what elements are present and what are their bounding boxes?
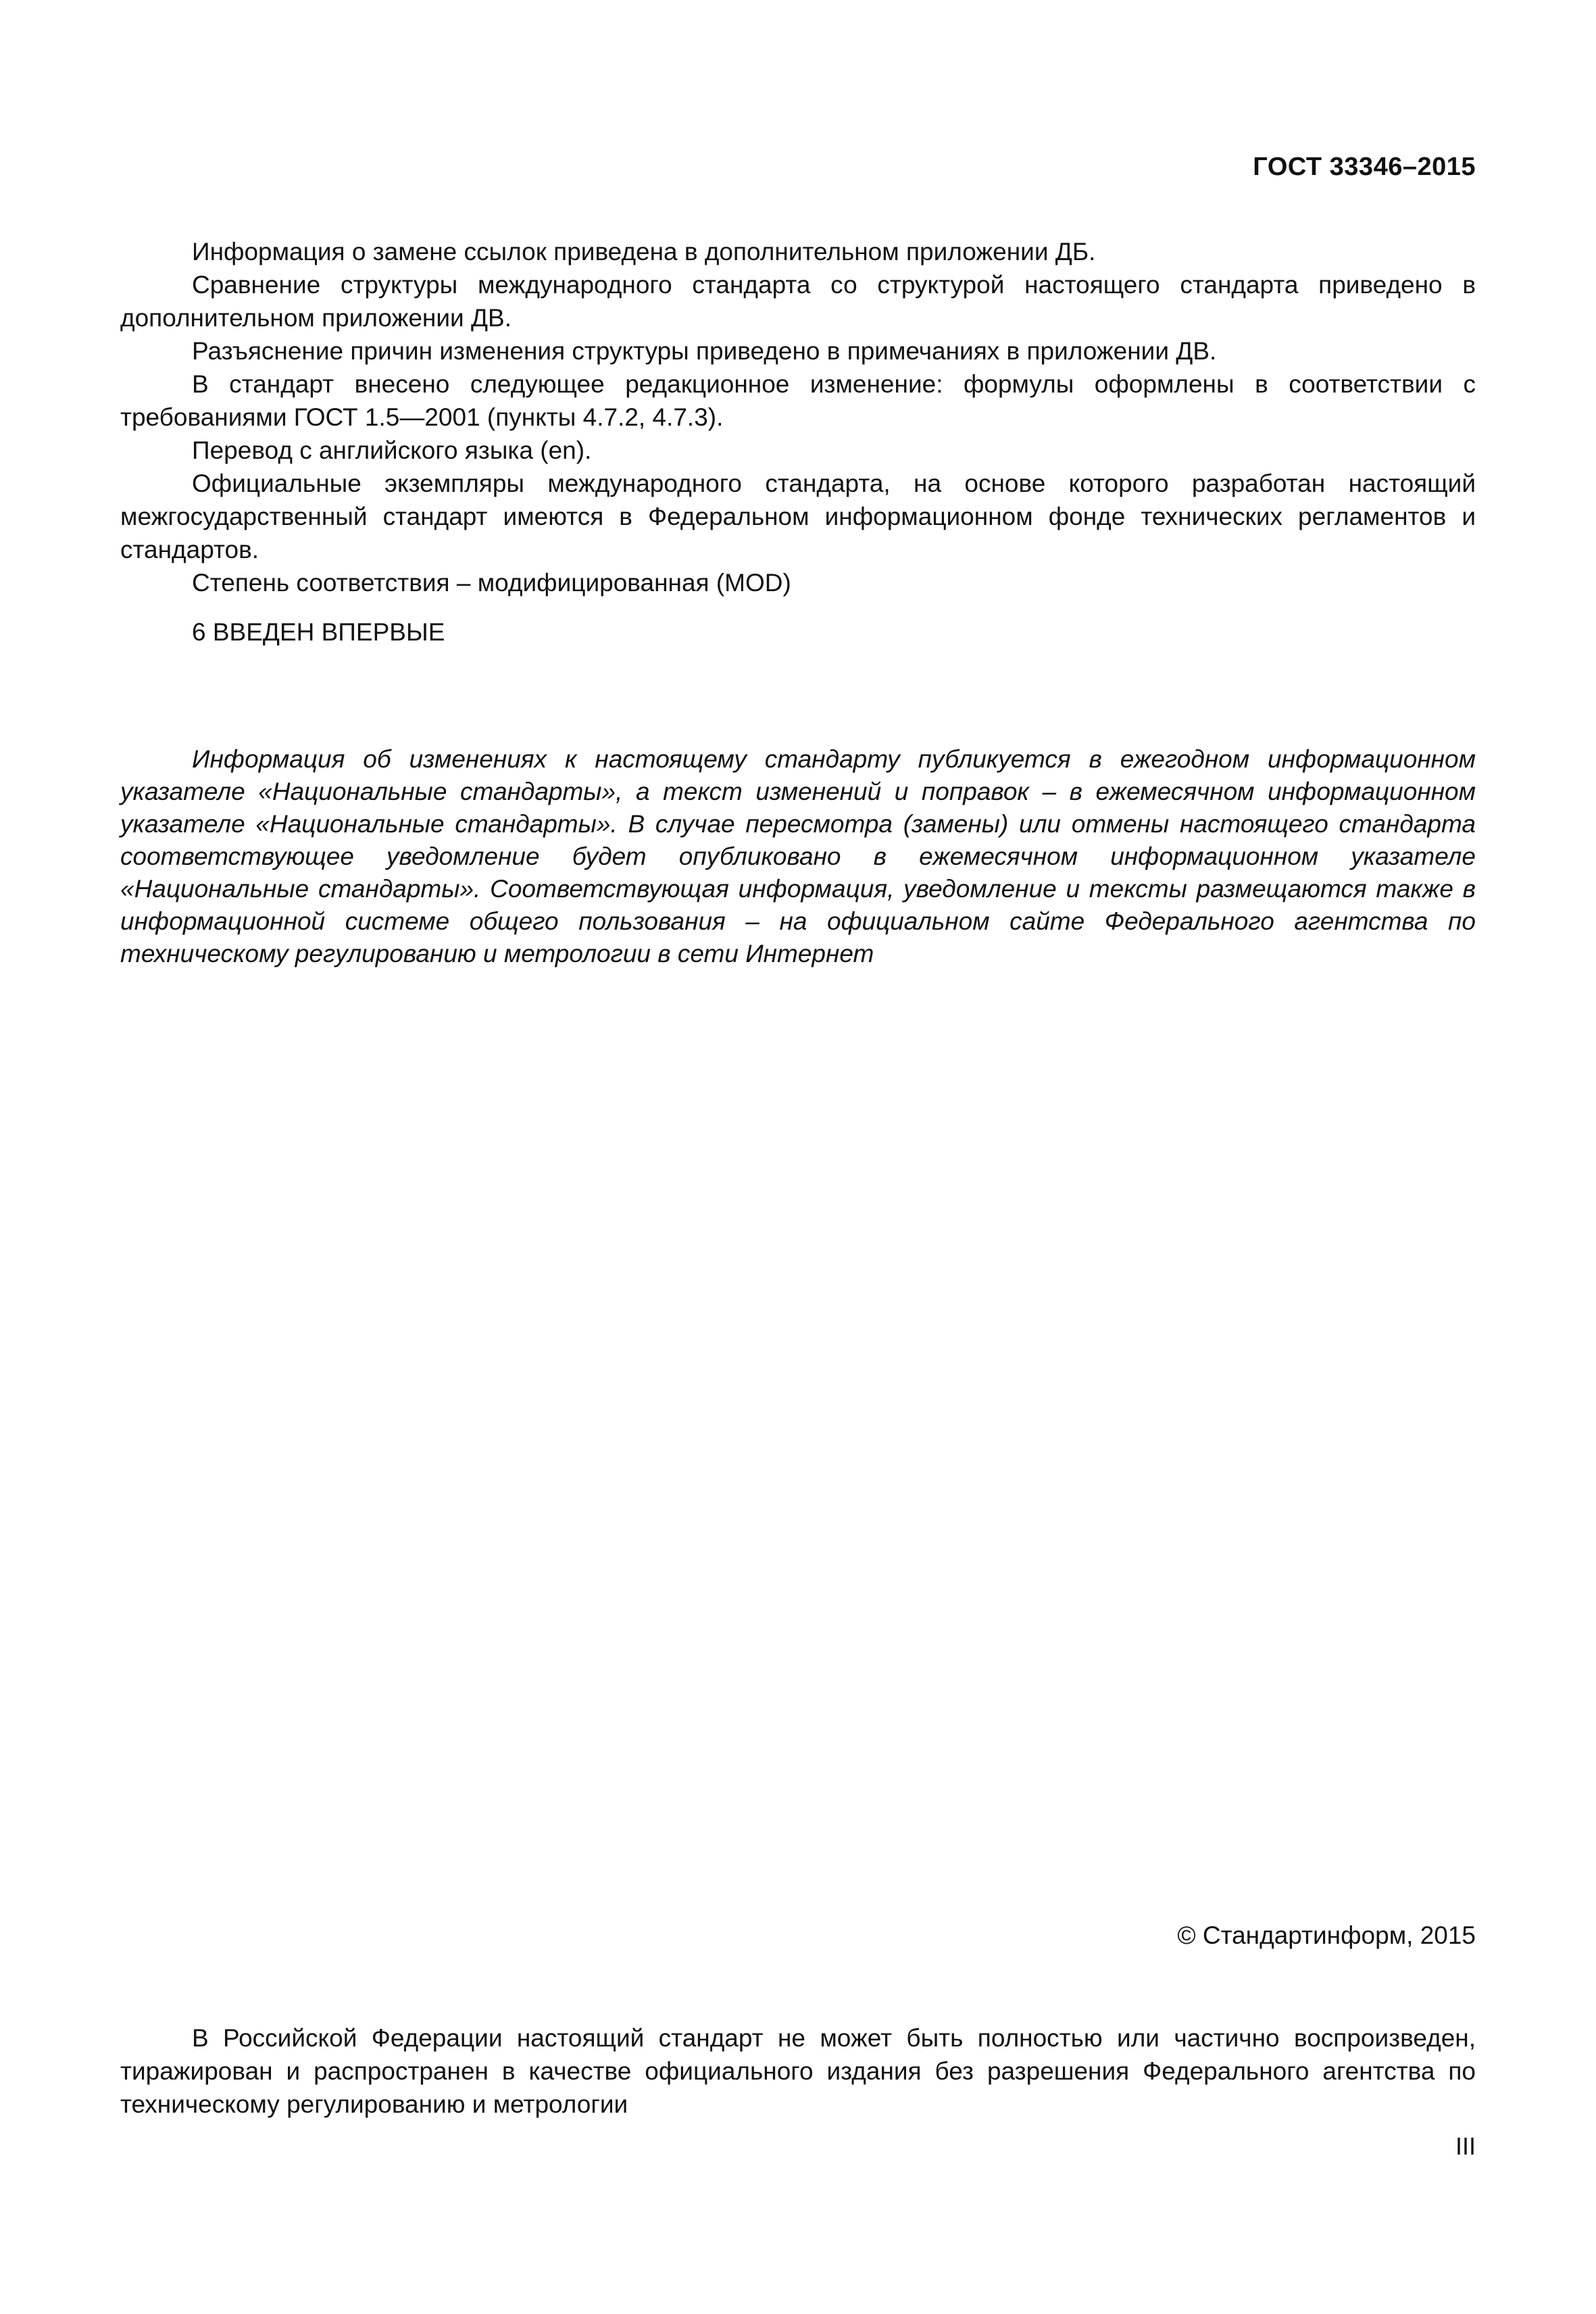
changes-information-notice: Информация об изменениях к настоящему стандарту публикуется в ежегодном информационном указателе «Национальные стандарты», а текст изменений и поправок – в ежемесячном информационном указателе «Национальные стандарты». В случае пересмотра (замены) или отмены настоящего стандарта соответствующее уведомление будет опубликовано в ежемесячном информационном указателе «Национальные стандарты». Соответствующая информация, уведомление и тексты размещаются также в информационной системе общего пользования – на официальном сайте Федерального агентства по техническому регулированию и метрологии в сети Интернет [120, 745, 1476, 967]
paragraph-degree-of-conformity: Степень соответствия – модифицированная (MOD) [192, 569, 791, 597]
paragraph-structure-comparison: Сравнение структуры международного стандарта со структурой настоящего стандарта приведено в дополнительном приложении ДВ. [120, 271, 1476, 332]
standard-code: ГОСТ 33346–2015 [1253, 153, 1476, 181]
paragraph-structure-explanation: Разъяснение причин изменения структуры приведено в примечаниях в приложении ДВ. [192, 337, 1217, 365]
paragraph-reference-replacement: Информация о замене ссылок приведена в дополнительном приложении ДБ. [192, 238, 1096, 266]
paragraph-official-copies: Официальные экземпляры международного стандарта, на основе которого разработан настоящий межгосударственный стандарт имеются в Федеральном информационном фонде технических регламентов и стандартов. [120, 470, 1476, 563]
copyright-line: © Стандартинформ, 2015 [1177, 1921, 1476, 1949]
paragraph-translation: Перевод с английского языка (en). [192, 436, 592, 464]
page-number: III [1455, 2132, 1476, 2160]
section-introduced-first-time: 6 ВВЕДЕН ВПЕРВЫЕ [192, 618, 445, 646]
preface-body [120, 235, 1476, 649]
paragraph-editorial-change: В стандарт внесено следующее редакционное изменение: формулы оформлены в соответствии с требованиями ГОСТ 1.5—2001 (пункты 4.7.2, 4.7.3). [120, 370, 1476, 431]
reproduction-rights-notice: В Российской Федерации настоящий стандарт не может быть полностью или частично воспроизведен, тиражирован и распространен в качестве официального издания без разрешения Федерального агентства по техническому регулированию и метрологии [120, 2024, 1476, 2118]
